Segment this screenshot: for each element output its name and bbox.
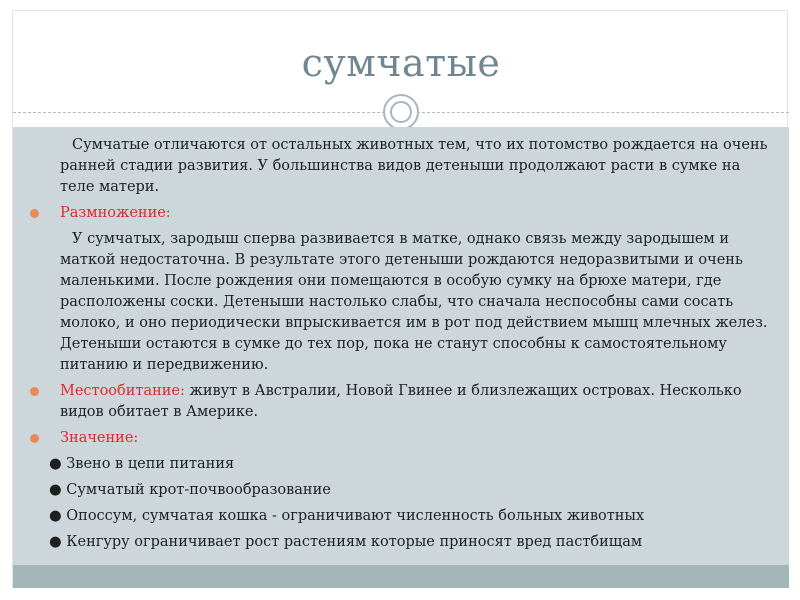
significance-item: ● Сумчатый крот-почвообразование [49,482,331,498]
significance-heading: Значение: [60,430,139,446]
footer-bar [13,565,789,588]
significance-item: ● Кенгуру ограничивает рост растениям которые приносят вред пастбищам [49,534,643,550]
bullet-dot-icon [30,434,39,443]
habitat-heading: Местообитание: [60,383,185,399]
habitat-text: живут в Австралии, Новой Гвинее и близлежащих островах. Несколько видов обитает в Америке. [60,383,742,420]
slide-body [27,135,777,558]
circle-ornament-icon [383,94,419,130]
bullet-dot-icon [30,387,39,396]
content-panel [13,127,789,565]
reproduction-paragraph: У сумчатых, зародыш сперва развивается в матке, однако связь между зародышем и маткой недостаточна. В результате этого детеныши рождаются недоразвитыми и очень маленькими. После рождения они помещаются в особую сумку на брюхе матери, где расположены соски. Детеныши настолько слабы, что сначала неспособны сами сосать молоко, и оно периодически впрыскивается им в рот под действием мышц млечных желез. Детеныши остаются в сумке до тех пор, пока не станут способны к самостоятельному питанию и передвижению. [60,231,768,373]
significance-bullet [27,428,777,449]
significance-item: ● Опоссум, сумчатая кошка - ограничивают численность больных животных [49,508,645,524]
reproduction-heading: Размножение: [60,205,171,221]
habitat-bullet [27,381,777,423]
intro-paragraph: Сумчатые отличаются от остальных животных тем, что их потомство рождается на очень ранней стадии развития. У большинства видов детеныши продолжают расти в сумке на теле матери. [60,137,768,195]
bullet-dot-icon [30,209,39,218]
slide-title: сумчатые [301,41,501,85]
slide [12,10,788,588]
circle-ornament-inner [390,101,412,123]
reproduction-bullet [27,203,777,224]
significance-item: ● Звено в цепи питания [49,456,235,472]
